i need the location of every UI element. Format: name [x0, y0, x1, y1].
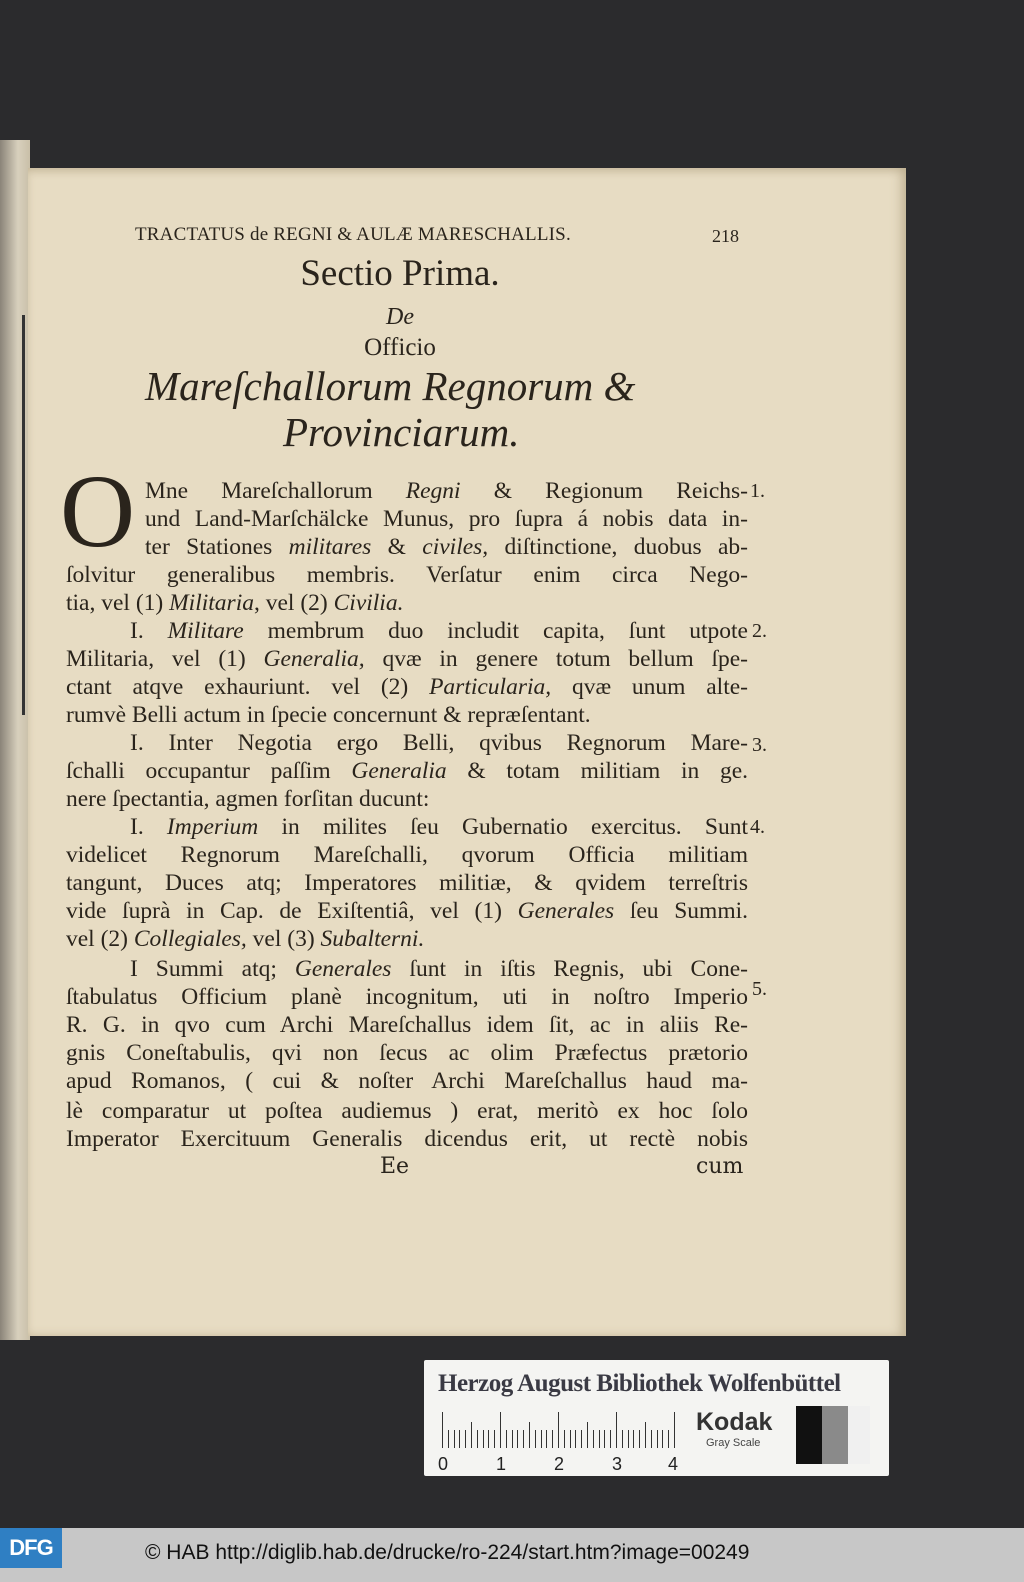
ruler-tick — [599, 1430, 600, 1448]
ruler-tick — [541, 1430, 542, 1448]
italic-text: Imperium — [166, 814, 259, 840]
text-line — [145, 533, 748, 561]
text-line — [66, 1039, 748, 1067]
ruler-tick — [651, 1430, 652, 1448]
italic-text: Generalia, — [263, 646, 365, 672]
ruler-tick — [506, 1430, 507, 1448]
ruler-tick — [657, 1430, 658, 1448]
page-number: 218 — [712, 226, 739, 246]
ruler-tick — [575, 1430, 576, 1448]
ruler-label: 1 — [496, 1454, 507, 1474]
text-span: , vel (2) — [253, 590, 334, 616]
ruler-tick — [529, 1422, 530, 1448]
text-line — [66, 785, 748, 813]
ruler-tick — [546, 1430, 547, 1448]
ruler-tick — [604, 1430, 605, 1448]
text-line — [66, 1011, 748, 1039]
text-span: ter Stationes — [145, 534, 289, 560]
text-span: qvæ in genere totum bellum ſpe- — [364, 646, 748, 672]
ruler-tick — [465, 1430, 466, 1448]
text-span: ſtabulatus Officium planè incognitum, uti in noſtro Imperio — [66, 984, 748, 1010]
text-span: ſunt in iſtis Regnis, ubi Cone- — [391, 956, 748, 982]
text-line — [66, 673, 748, 701]
text-span: diſtinctione, duobus ab- — [488, 534, 749, 560]
ruler-tick — [471, 1422, 472, 1448]
text-span: Imperator Exercituum Generalis dicendus erit, ut rectè nobis — [66, 1126, 748, 1152]
italic-text: Collegiales, — [133, 926, 247, 952]
text-span: R. G. in qvo cum Archi Mareſchallus idem ſit, ac in aliis Re- — [66, 1012, 748, 1038]
catchword: cum — [696, 1154, 744, 1179]
text-span: vel (3) — [246, 926, 321, 952]
kodak-logo: Kodak — [696, 1408, 773, 1436]
text-line — [66, 983, 748, 1011]
text-span: vel (2) — [66, 926, 134, 952]
text-span: und Land-Marſchälcke Munus, pro ſupra á nobis data in- — [145, 506, 748, 532]
ruler-tick — [500, 1412, 501, 1448]
heading-de: De — [386, 304, 414, 330]
white-patch — [848, 1406, 870, 1464]
text-line — [145, 477, 748, 505]
text-span: & Regionum Reichs- — [460, 478, 748, 504]
color-calibration-card — [424, 1360, 889, 1476]
text-span: tia, vel (1) — [66, 590, 170, 616]
text-line — [66, 897, 748, 925]
text-span: ſeu Summi. — [614, 898, 749, 924]
ruler-label: 2 — [554, 1454, 565, 1474]
ruler-tick — [616, 1412, 617, 1448]
library-name: Herzog August Bibliothek Wolfenbüttel — [438, 1370, 841, 1397]
ruler-tick — [512, 1430, 513, 1448]
ruler-tick — [442, 1412, 443, 1448]
italic-text: Regni — [405, 478, 461, 504]
margin-number: 1. — [750, 480, 765, 502]
footer-bar — [0, 1528, 1024, 1582]
ruler-tick — [633, 1430, 634, 1448]
ruler-tick — [662, 1430, 663, 1448]
ruler-tick — [593, 1430, 594, 1448]
text-span: videlicet Regnorum Mareſchalli, qvorum Officia militiam — [66, 842, 748, 868]
ruler-tick — [558, 1412, 559, 1448]
text-line — [66, 617, 748, 645]
ruler-tick — [587, 1422, 588, 1448]
ruler-tick — [564, 1430, 565, 1448]
text-line — [66, 955, 748, 983]
italic-text: Generales — [517, 898, 615, 924]
text-span: lè comparatur ut poſtea audiemus ) erat, meritò ex hoc ſolo — [66, 1098, 748, 1124]
margin-number: 4. — [750, 816, 765, 838]
drop-cap: O — [60, 454, 136, 569]
chapter-title-line-1: Mareſchallorum Regnorum & — [145, 363, 636, 409]
text-span: rumvè Belli actum in ſpecie concernunt & repræſentant. — [66, 702, 591, 728]
text-span: Militaria, vel (1) — [66, 646, 264, 672]
ruler-label: 0 — [438, 1454, 449, 1474]
italic-text: civiles, — [422, 534, 489, 560]
black-patch — [796, 1406, 822, 1464]
italic-text: Generales — [294, 956, 392, 982]
text-line — [145, 505, 748, 533]
text-span: qvæ unum alte- — [551, 674, 748, 700]
text-line — [66, 589, 748, 617]
text-line — [66, 561, 748, 589]
text-span: membrum duo includit capita, ſunt utpote — [243, 618, 748, 644]
text-span: vide ſuprà in Cap. de Exiſtentiâ, vel (1) — [66, 898, 518, 924]
ruler-tick — [488, 1430, 489, 1448]
signature-mark: Ee — [380, 1154, 410, 1179]
ruler-tick — [535, 1430, 536, 1448]
text-line — [66, 1125, 748, 1153]
ruler-tick — [622, 1430, 623, 1448]
italic-text: militares — [288, 534, 372, 560]
text-span: I. — [130, 618, 168, 644]
heading-officio: Officio — [364, 334, 436, 361]
page-spine-shadow — [22, 315, 25, 715]
text-line — [66, 1097, 748, 1125]
dfg-logo: DFG — [0, 1528, 62, 1568]
chapter-title-line-2: Provinciarum. — [283, 409, 520, 455]
text-line — [66, 925, 748, 953]
ruler-tick — [523, 1430, 524, 1448]
ruler-tick — [454, 1430, 455, 1448]
ruler-tick — [610, 1430, 611, 1448]
ruler-tick — [628, 1430, 629, 1448]
text-span: gnis Coneſtabulis, qvi non ſecus ac olim Præfectus prætorio — [66, 1040, 748, 1066]
ruler-tick — [674, 1412, 675, 1448]
ruler-tick — [645, 1422, 646, 1448]
italic-text: Subalterni. — [320, 926, 425, 952]
text-span: ſolvitur generalibus membris. Verſatur enim circa Nego- — [66, 562, 748, 588]
text-span: & totam militiam in ge. — [446, 758, 749, 784]
text-span: ctant atqve exhauriunt. vel (2) — [66, 674, 430, 700]
ruler-label: 3 — [612, 1454, 623, 1474]
italic-text: Civilia. — [333, 590, 404, 616]
section-heading: Sectio Prima. — [300, 253, 500, 294]
ruler-tick — [483, 1430, 484, 1448]
ruler-scale — [442, 1412, 678, 1448]
text-line — [66, 645, 748, 673]
text-span: nere ſpectantia, agmen forſitan ducunt: — [66, 786, 430, 812]
text-span: & — [371, 534, 423, 560]
italic-text: Militare — [167, 618, 244, 644]
ruler-label: 4 — [668, 1454, 679, 1474]
text-span: I. Inter Negotia ergo Belli, qvibus Regnorum Mare- — [130, 730, 748, 756]
italic-text: Generalia — [351, 758, 447, 784]
italic-text: Militaria — [169, 590, 254, 616]
ruler-tick — [552, 1430, 553, 1448]
ruler-tick — [459, 1430, 460, 1448]
margin-number: 2. — [752, 620, 767, 642]
margin-number: 5. — [752, 978, 767, 1000]
ruler-tick — [477, 1430, 478, 1448]
copyright-link[interactable]: © HAB http://diglib.hab.de/drucke/ro-224/start.htm?image=00249 — [145, 1541, 750, 1564]
ruler-tick — [517, 1430, 518, 1448]
running-title: TRACTATUS de REGNI & AULÆ MARESCHALLIS. — [135, 224, 571, 245]
text-line — [66, 701, 748, 729]
text-line — [66, 813, 748, 841]
ruler-tick — [448, 1430, 449, 1448]
text-span: ſchalli occupantur paſſim — [66, 758, 352, 784]
text-line — [66, 757, 748, 785]
text-line — [66, 869, 748, 897]
ruler-tick — [570, 1430, 571, 1448]
text-span: Mne Mareſchallorum — [145, 478, 406, 504]
text-span: I. — [130, 814, 167, 840]
ruler-tick — [639, 1430, 640, 1448]
italic-text: Particularia, — [429, 674, 552, 700]
text-span: apud Romanos, ( cui & noſter Archi Mareſchallus haud ma- — [66, 1068, 748, 1094]
margin-number: 3. — [752, 734, 767, 756]
text-line — [66, 841, 748, 869]
text-line — [66, 1067, 748, 1095]
gray-patch — [822, 1406, 848, 1464]
text-line — [66, 729, 748, 757]
text-span: I Summi atq; — [130, 956, 295, 982]
gray-scale-label: Gray Scale — [706, 1437, 761, 1449]
ruler-tick — [581, 1430, 582, 1448]
ruler-tick — [494, 1430, 495, 1448]
text-span: in milites ſeu Gubernatio exercitus. Sunt — [258, 814, 748, 840]
ruler-tick — [668, 1430, 669, 1448]
text-span: tangunt, Duces atq; Imperatores militiæ, & qvidem terreſtris — [66, 870, 748, 896]
